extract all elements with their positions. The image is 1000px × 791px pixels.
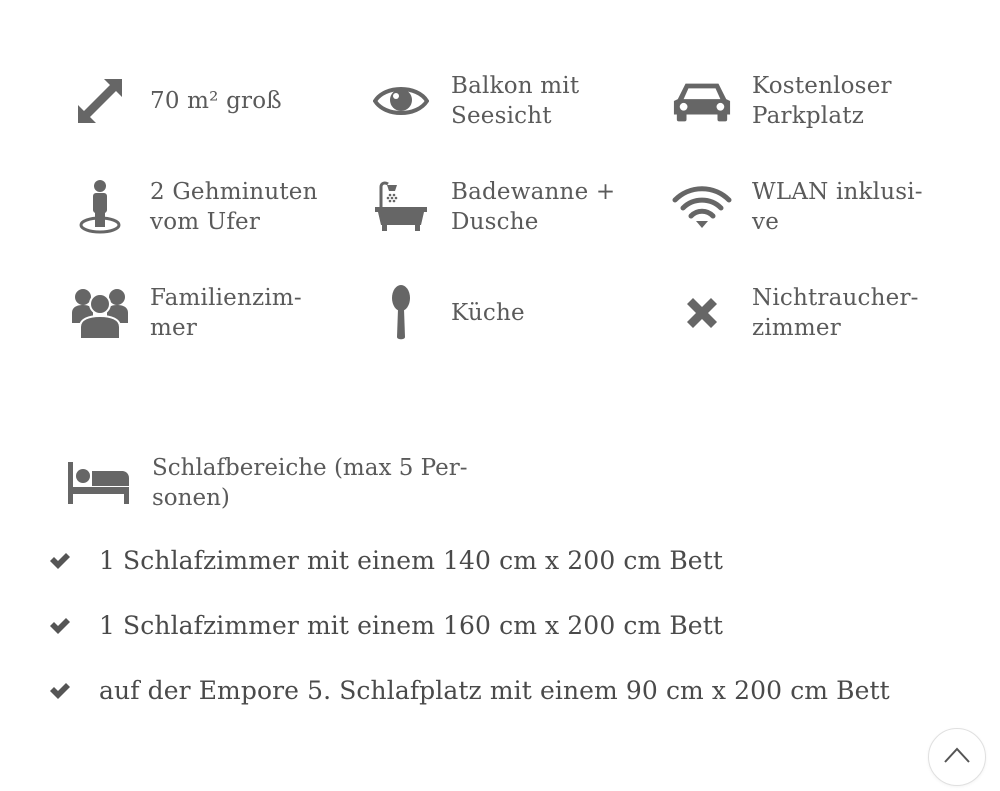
feature-label: Badewanne + Dusche [451, 179, 616, 235]
feature-distance [70, 177, 318, 237]
scroll-to-top-button[interactable] [928, 728, 986, 786]
spoon-icon [371, 283, 431, 343]
feature-label: WLAN inklusi- ve [752, 179, 923, 235]
bed-list [48, 528, 890, 723]
feature-label: Familienzim- mer [150, 285, 302, 341]
list-item [48, 658, 890, 723]
car-icon [672, 71, 732, 131]
feature-nonsmoking [672, 283, 919, 343]
feature-bath [371, 177, 615, 237]
resize-arrows-icon [70, 71, 130, 131]
feature-wifi [672, 177, 923, 237]
feature-label: Küche [451, 300, 525, 326]
list-item [48, 593, 890, 658]
checkmark-icon [48, 679, 72, 703]
feature-kitchen [371, 283, 525, 343]
feature-balcony [371, 71, 579, 131]
wifi-icon [672, 177, 732, 237]
bed-item-text: auf der Empore 5. Schlafplatz mit einem 90 cm x 200 cm Bett [99, 676, 890, 705]
checkmark-icon [48, 549, 72, 573]
feature-label: Balkon mit Seesicht [451, 73, 580, 129]
feature-parking [672, 71, 892, 131]
cross-x-icon [672, 283, 732, 343]
bed-item-text: 1 Schlafzimmer mit einem 140 cm x 200 cm Bett [99, 546, 723, 575]
feature-label: 70 m² groß [150, 88, 282, 114]
bed-icon [68, 453, 130, 513]
checkmark-icon [48, 614, 72, 638]
feature-label: Nichtraucher- zimmer [752, 285, 919, 341]
feature-label: 2 Gehminuten vom Ufer [150, 179, 318, 235]
chevron-up-icon [944, 747, 970, 767]
person-location-icon [70, 177, 130, 237]
list-item [48, 528, 890, 593]
feature-size [70, 71, 282, 131]
bed-item-text: 1 Schlafzimmer mit einem 160 cm x 200 cm Bett [99, 611, 723, 640]
feature-label: Kostenloser Parkplatz [752, 73, 892, 129]
sleeping-areas-header [68, 453, 468, 513]
bathtub-shower-icon [371, 177, 431, 237]
feature-family [70, 283, 302, 343]
sleeping-areas-label: Schlafbereiche (max 5 Per- sonen) [152, 455, 468, 511]
eye-icon [371, 71, 431, 131]
family-group-icon [70, 283, 130, 343]
